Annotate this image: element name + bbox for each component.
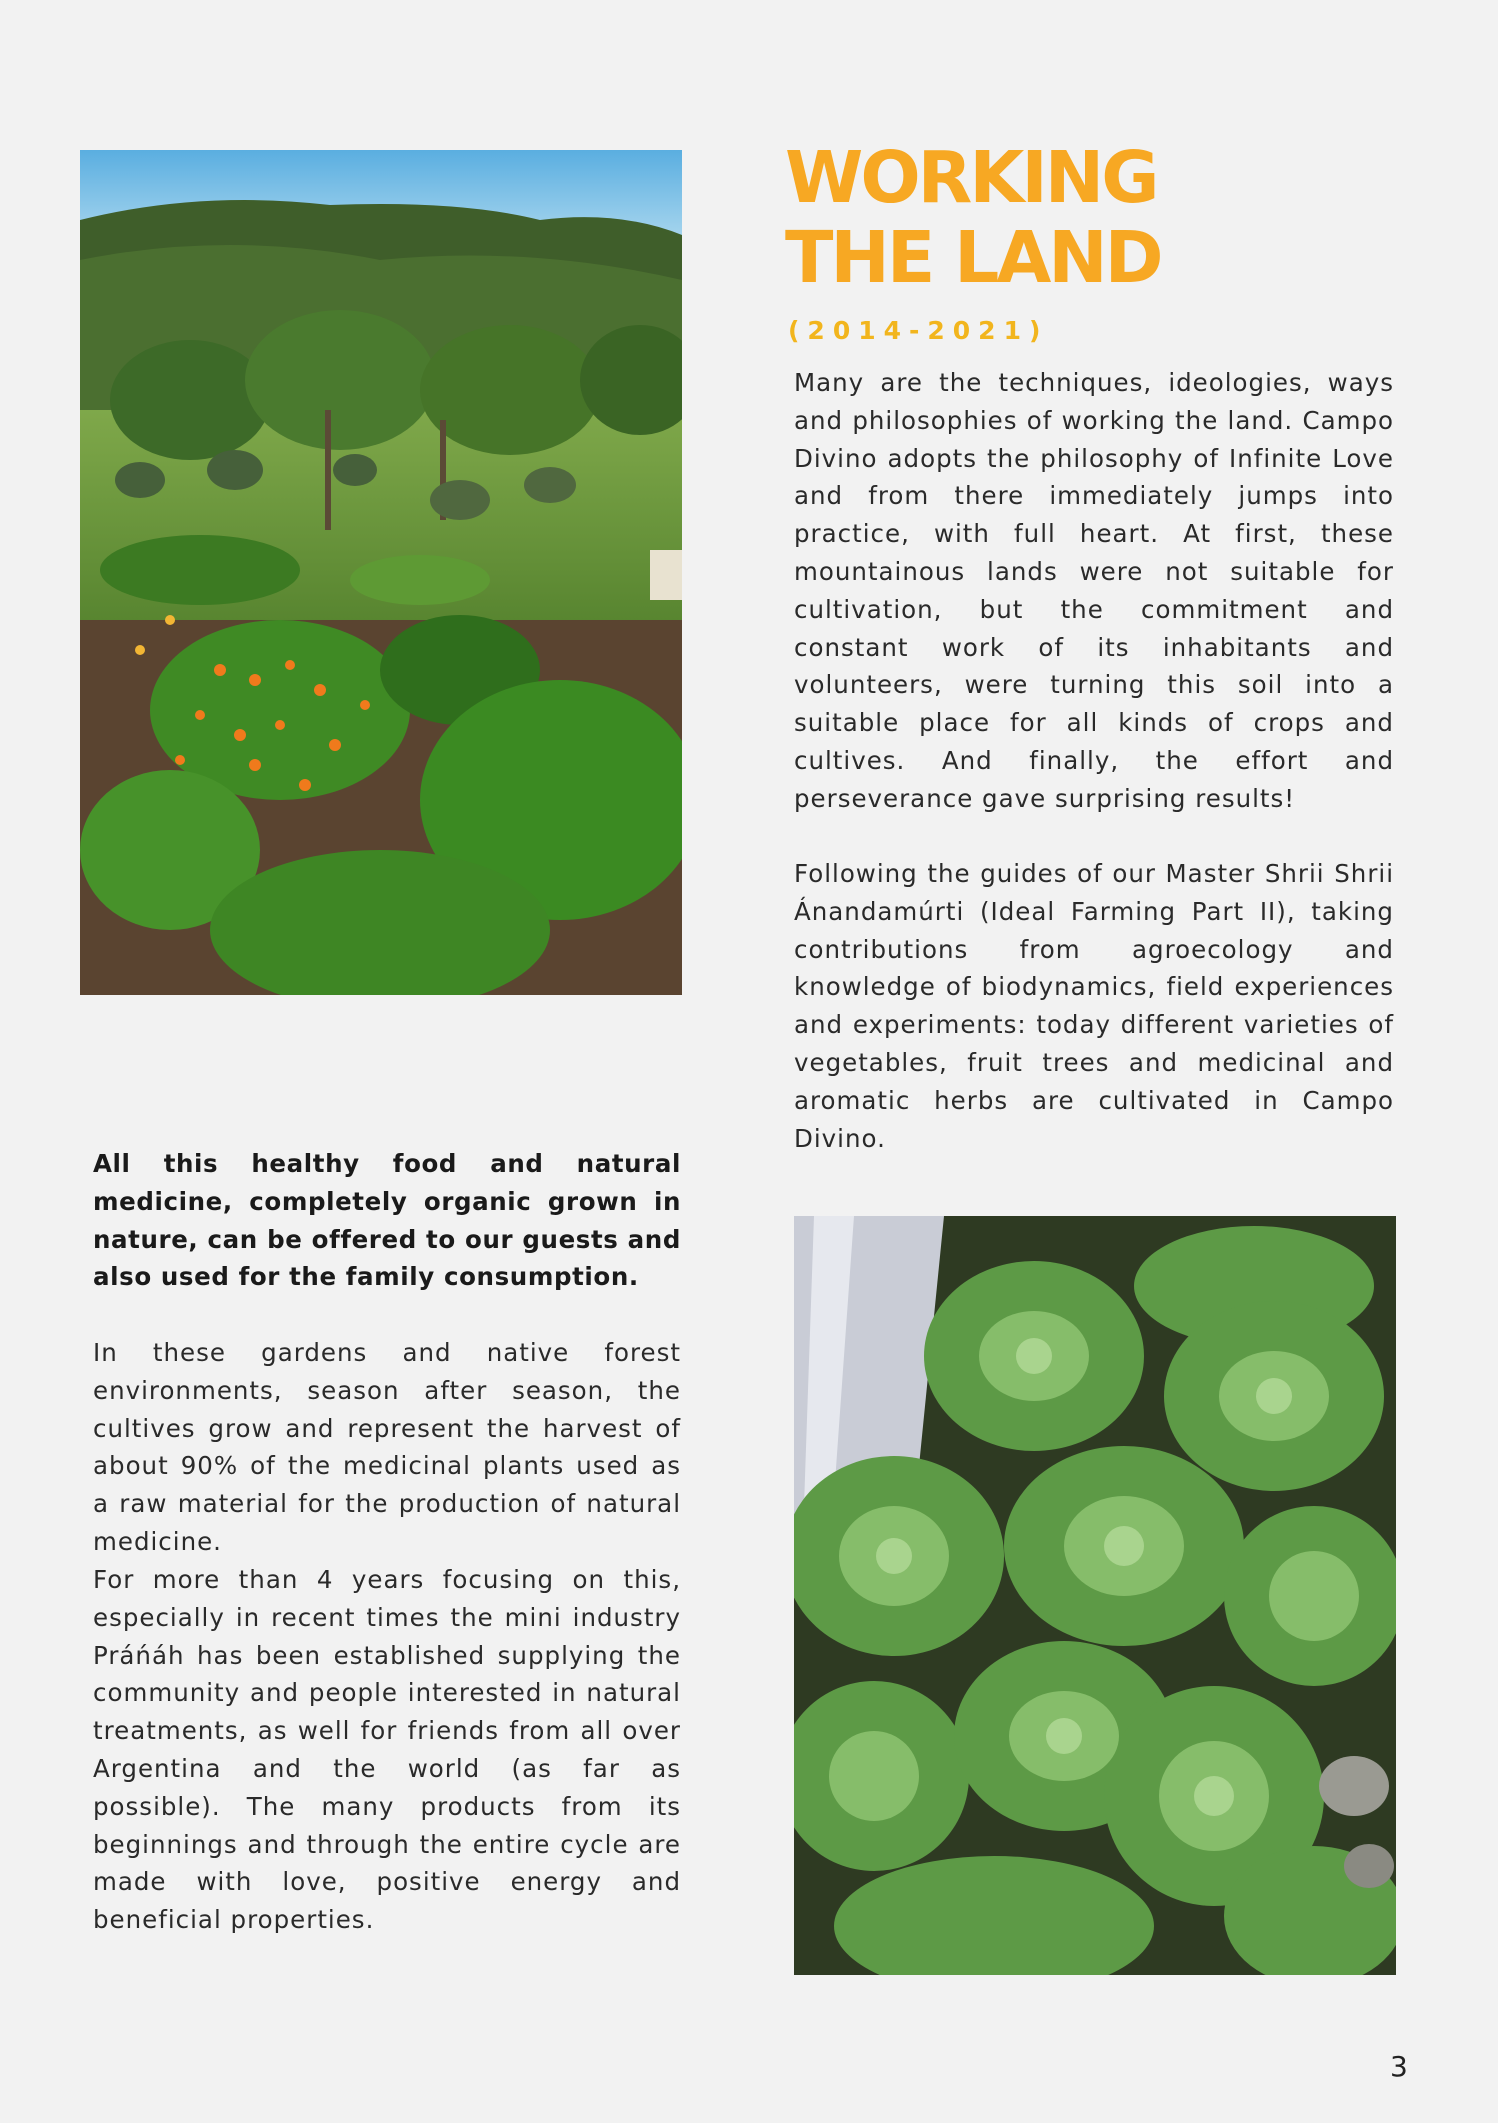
intro-paragraph: Many are the techniques, ideologies, ways and philosophies of working the land. Campo Divino adopts the philosophy of Infinite Love and from there immediately jumps into practice, with full heart. At first, these mountainous lands were not suitable for cultivation, but the commitment and constant work of its inhabitants and volunteers, were turning this soil into a suitable place for all kinds of crops and cultives. And finally, the effort and perseverance gave surprising results! [794, 368, 1394, 813]
cabbage-photo [794, 1216, 1396, 1975]
page-title [785, 138, 1161, 298]
gardens-paragraph: In these gardens and native forest environments, season after season, the cultives grow and represent the harvest of about 90% of the medicinal plants used as a raw material for the production of natural medicine. [93, 1338, 681, 1556]
years-subtitle: (2014-2021) [788, 316, 1049, 345]
guides-paragraph: Following the guides of our Master Shrii Shrii Ánandamúrti (Ideal Farming Part II), taking contributions from agroecology and knowledge of biodynamics, field experiences and experiments: today different varieties of vegetables, fruit trees and medicinal and aromatic herbs are cultivated in Campo Divino. [794, 859, 1394, 1153]
title-line-2: THE LAND [785, 216, 1161, 299]
page-number: 3 [1390, 2050, 1408, 2083]
garden-photo [80, 150, 682, 995]
highlight-paragraph: All this healthy food and natural medicine, completely organic grown in nature, can be offered to our guests and also used for the family consumption. [93, 1149, 681, 1292]
title-line-1: WORKING [785, 136, 1157, 219]
cabbage-photo-illustration [794, 1216, 1396, 1975]
industry-paragraph: For more than 4 years focusing on this, especially in recent times the mini industry Práńáh has been established supplying the community and people interested in natural treatments, as well for friends from all over Argentina and the world (as far as possible). The many products from its beginnings and through the entire cycle are made with love, positive energy and beneficial properties. [93, 1565, 681, 1935]
garden-photo-illustration [80, 150, 682, 995]
